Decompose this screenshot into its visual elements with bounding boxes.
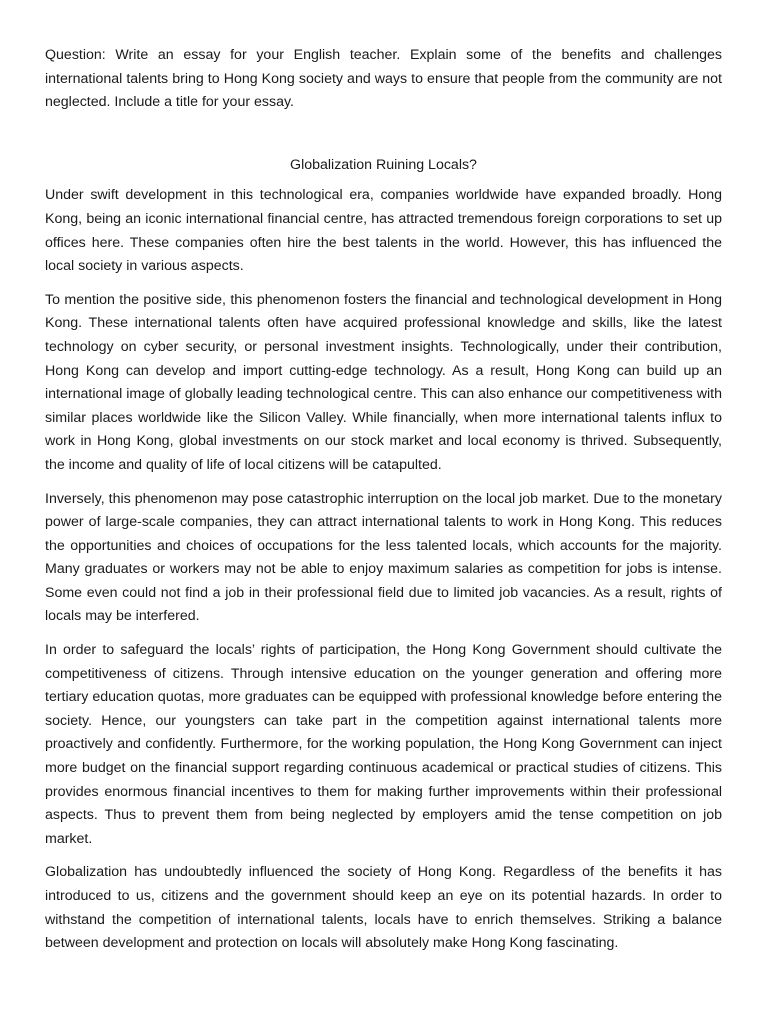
document-page <box>45 44 722 956</box>
essay-paragraph-conclusion: Globalization has undoubtedly influenced the society of Hong Kong. Regardless of the benefits it has introduced to us, citizens and the government should keep an eye on its potential hazards. In order to withstand the competition of international talents, locals have to enrich themselves. Striking a balance between development and protection on locals will absolutely make Hong Kong fascinating. <box>45 864 722 952</box>
essay-paragraph-benefits: To mention the positive side, this phenomenon fosters the financial and technological development in Hong Kong. These international talents often have acquired professional knowledge and skills, like the latest technology on cyber security, or personal investment insights. Technologically, under their contribution, Hong Kong can develop and import cutting-edge technology. As a result, Hong Kong can build up an international image of globally leading technological centre. This can also enhance our competitiveness with similar places worldwide like the Silicon Valley. While financially, when more international talents influx to work in Hong Kong, global investments on our stock market and local economy is thrived. Subsequently, the income and quality of life of local citizens will be catapulted. <box>45 291 722 473</box>
essay-paragraph-challenges: Inversely, this phenomenon may pose catastrophic interruption on the local job market. Due to the monetary power of large-scale companies, they can attract international talents to work in Hong Kong. This reduces the opportunities and choices of occupations for the less talented locals, which accounts for the majority. Many graduates or workers may not be able to enjoy maximum salaries as competition for jobs is intense. Some even could not find a job in their professional field due to limited job vacancies. As a result, rights of locals may be interfered. <box>45 490 722 625</box>
essay-paragraph-intro: Under swift development in this technological era, companies worldwide have expanded broadly. Hong Kong, being an iconic international financial centre, has attracted tremendous foreign corporations to set up offices here. These companies often hire the best talents in the world. However, this has influenced the local society in various aspects. <box>45 187 722 275</box>
essay-paragraph-solutions: In order to safeguard the locals’ rights of participation, the Hong Kong Government should cultivate the competitiveness of citizens. Through intensive education on the younger generation and offering more tertiary education quotas, more graduates can be equipped with professional knowledge before entering the society. Hence, our youngsters can take part in the competition against international talents more proactively and confidently. Furthermore, for the working population, the Hong Kong Government can inject more budget on the financial support regarding continuous academical or practical studies of citizens. This provides enormous financial incentives to them for making further improvements within their professional aspects. Thus to prevent them from being neglected by employers amid the tense competition on job market. <box>45 642 722 847</box>
essay-question: Question: Write an essay for your English teacher. Explain some of the benefits and challenges international talents bring to Hong Kong society and ways to ensure that people from the community are not neglected. Include a title for your essay. <box>45 47 722 111</box>
essay-title: Globalization Ruining Locals? <box>290 156 477 173</box>
